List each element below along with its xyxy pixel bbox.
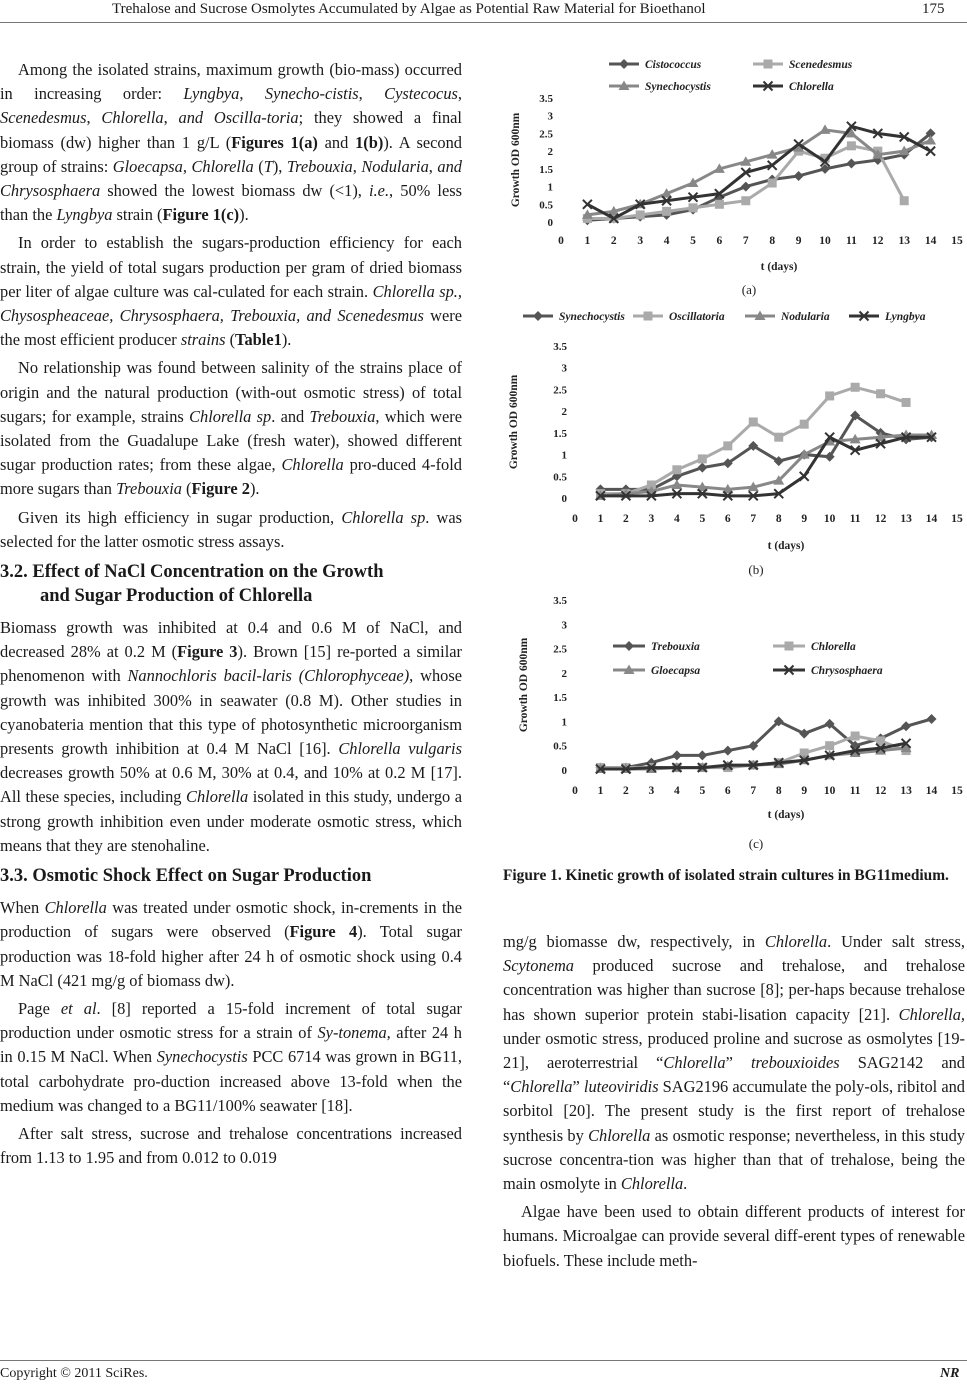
x-tick-label: 14 — [924, 235, 937, 247]
legend-marker — [624, 641, 634, 651]
x-tick-label: 2 — [623, 513, 629, 525]
x-tick-label: 2 — [623, 785, 629, 797]
data-point — [825, 741, 834, 750]
data-point — [715, 200, 724, 209]
x-tick-label: 8 — [775, 513, 782, 525]
data-point — [749, 418, 758, 427]
x-tick-label: 5 — [690, 235, 696, 247]
page-footer — [0, 1346, 967, 1386]
data-point — [900, 196, 909, 205]
legend-item — [753, 81, 834, 93]
legend-item — [609, 81, 711, 94]
data-point — [697, 750, 707, 760]
paragraph: Biomass growth was inhibited at 0.4 and 0.6 M of NaCl, and decreased 28% at 0.2 M (Figure 3). Brown [15] re-ported a similar phenomenon with Nannochloris bacil-laris (Chlorophyceae), whose growth was inhibited 300% in seawater (0.8 M). Other studies in cyanobateria mention that this type of photosynthetic microorganism presents growth inhibition at 0.4 M NaCl [16]. Chlorella vulgaris decreases growth 50% at 0.6 M, 30% at 0.4, and 10% at 0.2 M [17]. All these species, including Chlorella isolated in this study, undergo a strong growth inhibition even under moderate osmotic stress, which means that they are stenohaline. — [0, 618, 462, 855]
paragraph: Page et al. [8] reported a 15-fold increment of total sugar production under osmotic stress for a strain of Sy-tonema, after 24 h in 0.15 M NaCl. When Synechocystis PCC 6714 was grown in BG11, total carbohydrate pro-duction increased above 13-fold when the medium was changed to a BG11/100% seawater [18]. — [0, 998, 463, 1115]
data-point — [825, 391, 834, 400]
data-point — [768, 179, 777, 188]
x-tick-label: 13 — [898, 235, 910, 247]
data-point — [846, 159, 856, 169]
x-tick-label: 10 — [823, 513, 836, 525]
y-axis-label: Growth OD 600nm — [518, 637, 530, 733]
paragraph: Algae have been used to obtain different products of interest for humans. Microalgae can provide several diff-erent types of renewable biofuels. These include meth- — [503, 1202, 965, 1270]
paragraph: When Chlorella was treated under osmotic shock, in-crements in the production of sugars were observed (Figure 4). Total sugar production was 18-fold higher after 24 h of osmotic shock using 0.4 M NaCl (421 mg/g of biomass dw). — [0, 898, 463, 990]
x-tick-label: 9 — [801, 785, 808, 797]
x-tick-label: 7 — [750, 513, 757, 525]
paragraph: Among the isolated strains, maximum growth (bio-mass) occurred in increasing order: Lyngbya, Synecho-cistis, Cystecocus, Scenedesmus, Chlorella, and Oscilla-toria; they showed a final biomass (dw) higher than 1 g/L (Figures 1(a) and 1(b)). A second group of strains: Gloecapsa, Chlorella (T), Trebouxia, Nodularia, and Chrysosphaera showed the lowest biomass dw (<1), i.e., 50% less than the Lyngbya strain (Figure 1(c)). — [0, 60, 462, 225]
x-tick-label: 10 — [823, 785, 836, 797]
x-axis-label: t (days) — [767, 540, 805, 552]
data-point — [902, 398, 911, 407]
x-tick-label: 3 — [637, 235, 644, 247]
x-tick-label: 15 — [951, 513, 963, 525]
x-tick-label: 9 — [795, 235, 802, 247]
x-tick-label: 15 — [951, 235, 963, 247]
series-synechocystis — [582, 124, 936, 219]
y-tick-label: 0 — [547, 217, 553, 229]
panel-label: (a) — [741, 282, 757, 297]
series-oscillatoria — [596, 383, 911, 498]
figure-1a-chart — [505, 52, 967, 302]
paragraph: In order to establish the sugars-production efficiency for each strain, the yield of total sugars production per gram of dried biomass per liter of algae culture was cal-culated for each strain. Chlorella sp., Chysospheaceae, Chrysosphaera, Trebouxia, and Scenedesmus were the most efficient producer strains (Table1). — [0, 233, 463, 350]
y-tick-label: 1.5 — [553, 427, 567, 440]
y-tick-label: 1.5 — [553, 692, 567, 705]
data-point — [774, 433, 783, 442]
figure-1b-chart — [505, 306, 967, 582]
y-tick-label: 3 — [547, 110, 553, 123]
data-point — [800, 472, 809, 481]
x-tick-label: 6 — [724, 513, 731, 525]
y-tick-label: 0 — [561, 493, 567, 505]
x-tick-label: 11 — [849, 513, 861, 525]
y-tick-label: 0 — [561, 765, 567, 777]
legend — [523, 311, 926, 324]
legend-marker — [644, 312, 653, 321]
data-point — [876, 389, 885, 398]
x-axis-label: t (days) — [760, 261, 798, 273]
data-point — [901, 721, 911, 731]
x-tick-label: 4 — [663, 235, 670, 247]
x-axis-label: t (days) — [767, 809, 805, 821]
y-tick-label: 2.5 — [553, 643, 567, 656]
x-tick-label: 15 — [951, 785, 963, 797]
journal-abbrev: NR — [940, 1366, 960, 1381]
left-column — [0, 58, 462, 1174]
legend-label: Scenedesmus — [789, 59, 853, 71]
y-tick-label: 1 — [561, 716, 567, 729]
chart-svg — [505, 52, 967, 302]
legend-label: Oscillatoria — [669, 311, 725, 323]
section-heading-3-3: 3.3. Osmotic Shock Effect on Sugar Production — [0, 866, 372, 887]
panel-label: (c) — [748, 836, 764, 851]
running-header — [0, 0, 967, 22]
copyright: Copyright © 2011 SciRes. — [0, 1366, 148, 1381]
x-tick-label: 11 — [845, 235, 857, 247]
y-tick-label: 2 — [561, 667, 567, 680]
paragraph: mg/g biomasse dw, respectively, in Chlorella. Under salt stress, Scytonema produced sucrose and trehalose, and trehalose concentration was higher than sucrose [8]; per-haps because trehalose has shown superior protein stabi-lisation capacity [21]. Chlorella, under osmotic stress, produced proline and sucrose as osmolytes [19-21], aeroterrestrial “Chlorella” trebouxioides SAG2142 and “Chlorella” luteoviridis SAG2196 accumulate the poly-ols, ribitol and sorbitol [20]. The present study is the first report of trehalose synthesis by Chlorella as osmotic response; nevertheless, in this study sucrose concentra-tion was higher than that of trehalose, being the main osmolyte in Chlorella. — [503, 932, 966, 1194]
y-tick-label: 0.5 — [539, 199, 553, 212]
chart-svg — [505, 306, 967, 582]
paragraph: After salt stress, sucrose and trehalose concentrations increased from 1.13 to 1.95 and from 0.012 to 0.019 — [0, 1123, 462, 1168]
x-tick-label: 4 — [673, 785, 680, 797]
y-tick-label: 3.5 — [539, 93, 553, 105]
x-tick-label: 13 — [900, 513, 912, 525]
figure-1c-chart — [505, 588, 967, 856]
y-tick-label: 0.5 — [553, 471, 567, 484]
legend-item — [849, 311, 926, 323]
x-tick-label: 13 — [900, 785, 912, 797]
legend-label: Gloecapsa — [651, 665, 701, 677]
y-axis-label: Growth OD 600nm — [510, 112, 522, 208]
legend-item — [773, 641, 856, 653]
y-tick-label: 1.5 — [539, 163, 553, 176]
footer-rule — [0, 1360, 967, 1361]
series-synechocystis — [595, 410, 936, 494]
data-point — [800, 420, 809, 429]
x-tick-label: 0 — [572, 513, 578, 525]
legend-label: Synechocystis — [645, 81, 711, 93]
data-point — [794, 171, 804, 181]
y-axis-label: Growth OD 600nm — [508, 374, 520, 470]
x-tick-label: 3 — [648, 785, 655, 797]
legend-item — [613, 665, 700, 678]
chart-svg — [505, 588, 967, 856]
paragraph: No relationship was found between salinity of the strains place of origin and the natural production (with-out osmotic stress) of total sugars; for example, strains Chlorella sp. and Trebouxia, which were isolated from the Guadalupe Lake (fresh water), showed different sugar production rates; from these algae, Chlorella pro-duced 4-fold more sugars than Trebouxia (Figure 2). — [0, 358, 462, 499]
data-point — [851, 383, 860, 392]
x-tick-label: 2 — [610, 235, 617, 247]
legend-item — [523, 311, 625, 323]
legend-item — [753, 59, 853, 71]
figure-caption: Figure 1. Kinetic growth of isolated strain cultures in BG11medium. — [503, 867, 949, 884]
legend-item — [745, 311, 830, 324]
y-tick-label: 3.5 — [553, 341, 567, 353]
legend-item — [633, 311, 725, 323]
series-cistococcus — [582, 128, 935, 225]
data-point — [697, 463, 707, 473]
legend-marker — [533, 311, 543, 321]
legend-label: Trebouxia — [651, 641, 700, 653]
y-tick-label: 2 — [561, 406, 567, 419]
data-point — [927, 714, 937, 724]
data-point — [723, 441, 732, 450]
x-tick-label: 7 — [742, 235, 749, 247]
legend — [613, 641, 883, 677]
x-tick-label: 6 — [724, 785, 731, 797]
data-point — [689, 203, 698, 212]
legend-item — [609, 59, 702, 71]
legend-label: Cistococcus — [645, 59, 702, 71]
y-tick-label: 2 — [547, 146, 553, 159]
legend-item — [613, 641, 700, 653]
x-tick-label: 1 — [597, 785, 604, 797]
legend-item — [773, 665, 883, 677]
x-tick-label: 14 — [925, 785, 938, 797]
x-tick-label: 5 — [699, 785, 706, 797]
y-tick-label: 1 — [561, 449, 567, 462]
x-tick-label: 6 — [716, 235, 723, 247]
data-point — [662, 207, 671, 216]
data-point — [847, 141, 856, 150]
header-rule — [0, 22, 967, 23]
legend-marker — [764, 60, 773, 69]
y-tick-label: 2.5 — [553, 384, 567, 397]
data-point — [636, 210, 645, 219]
y-tick-label: 2.5 — [539, 128, 553, 141]
x-tick-label: 12 — [874, 513, 887, 525]
paragraph: Given its high efficiency in sugar production, Chlorella sp. was selected for the latter osmotic stress assays. — [0, 507, 463, 551]
panel-label: (b) — [748, 562, 764, 577]
section-heading-3-2: 3.2. Effect of NaCl Concentration on the Growth and Sugar Production of Chlorella — [0, 562, 384, 607]
legend-label: Chrysosphaera — [811, 665, 883, 677]
series-line — [600, 387, 906, 493]
legend-label: Chlorella — [811, 641, 856, 653]
data-point — [698, 454, 707, 463]
y-tick-label: 3.5 — [553, 595, 567, 607]
data-point — [799, 729, 809, 739]
x-tick-label: 4 — [673, 513, 680, 525]
x-tick-label: 0 — [558, 235, 564, 247]
data-point — [723, 746, 733, 756]
data-point — [851, 732, 860, 741]
legend-label: Synechocystis — [559, 311, 625, 323]
series-line — [600, 415, 931, 489]
y-tick-label: 3 — [561, 619, 567, 632]
x-tick-label: 1 — [597, 513, 604, 525]
x-tick-label: 12 — [872, 235, 884, 247]
x-tick-label: 8 — [769, 235, 776, 247]
x-tick-label: 9 — [801, 513, 808, 525]
right-column — [503, 930, 965, 1277]
legend-marker — [785, 642, 794, 651]
x-tick-label: 8 — [775, 785, 782, 797]
x-tick-label: 5 — [699, 513, 706, 525]
legend — [609, 59, 853, 93]
series-chlorella — [583, 122, 935, 223]
y-tick-label: 1 — [547, 181, 553, 194]
y-tick-label: 3 — [561, 362, 567, 375]
x-tick-label: 12 — [874, 785, 887, 797]
data-point — [672, 465, 681, 474]
legend-label: Lyngbya — [885, 311, 926, 323]
legend-marker — [619, 59, 629, 69]
x-tick-label: 11 — [849, 785, 861, 797]
x-tick-label: 7 — [750, 785, 757, 797]
x-tick-label: 14 — [925, 513, 938, 525]
page-number: 175 — [922, 1, 945, 17]
running-title: Trehalose and Sucrose Osmolytes Accumulated by Algae as Potential Raw Material for Bioethanol — [112, 1, 706, 17]
data-point — [741, 196, 750, 205]
y-tick-label: 0.5 — [553, 740, 567, 753]
data-point — [741, 182, 751, 192]
x-tick-label: 1 — [584, 235, 591, 247]
x-tick-label: 3 — [648, 513, 655, 525]
legend-label: Nodularia — [781, 311, 830, 323]
x-tick-label: 0 — [572, 785, 578, 797]
x-tick-label: 10 — [819, 235, 831, 247]
legend-label: Chlorella — [789, 81, 834, 93]
data-point — [672, 750, 682, 760]
